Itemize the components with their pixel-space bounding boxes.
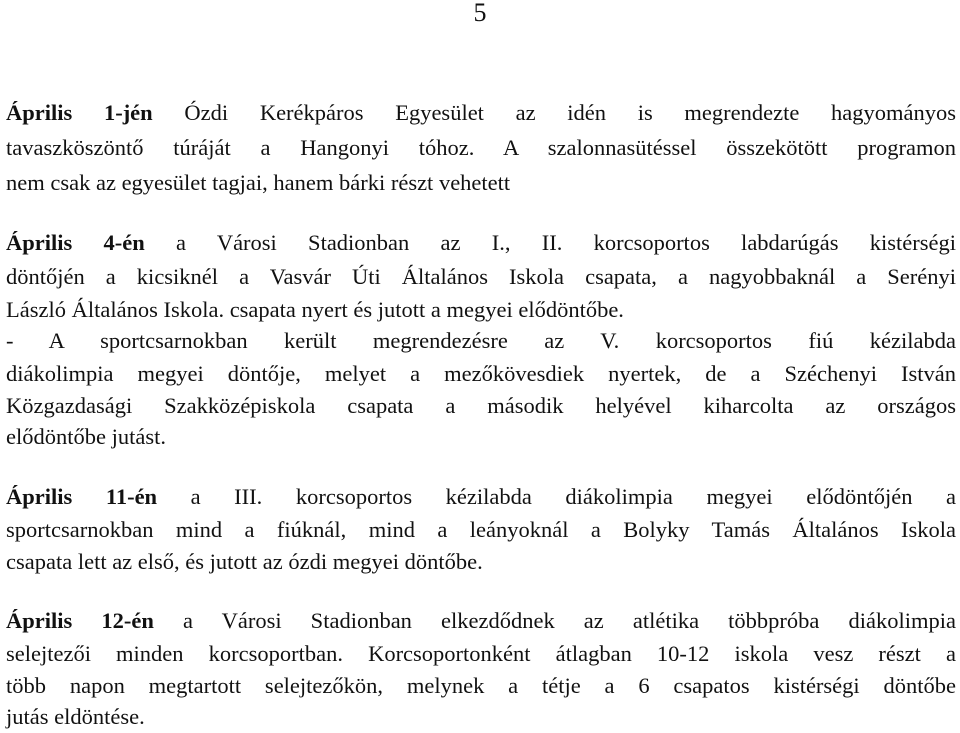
paragraph-2-line-6: Közgazdasági Szakközépiskola csapata a második helyével kiharcolta az országos bbox=[6, 393, 956, 418]
paragraph-1-text-1: Ózdi Kerékpáros Egyesület az idén is megrendezte hagyományos bbox=[184, 100, 957, 125]
paragraph-4-text-1: a Városi Stadionban elkezdődnek az atlétika többpróba diákolimpia bbox=[182, 608, 956, 633]
paragraph-2-line-5: diákolimpia megyei döntője, melyet a mezőkövesdiek nyertek, de a Széchenyi István bbox=[6, 361, 956, 386]
paragraph-2-line-3: László Általános Iskola. csapata nyert és jutott a megyei elődöntőbe. bbox=[6, 297, 624, 322]
paragraph-2-line-7: elődöntőbe jutást. bbox=[6, 424, 166, 449]
paragraph-2-date: Április 4-én bbox=[6, 230, 145, 255]
paragraph-1-line-1 bbox=[6, 98, 956, 128]
paragraph-4-line-4: jutás eldöntése. bbox=[6, 704, 145, 729]
page-number: 5 bbox=[473, 0, 487, 27]
paragraph-4-line-2: selejtezői minden korcsoportban. Korcsoportonként átlagban 10-12 iskola vesz részt a bbox=[6, 641, 956, 666]
paragraph-4-date: Április 12-én bbox=[6, 608, 154, 633]
paragraph-2-line-1 bbox=[6, 228, 956, 258]
paragraph-2-text-1: a Városi Stadionban az I., II. korcsoportos labdarúgás kistérségi bbox=[176, 230, 956, 255]
paragraph-1-date: Április 1-jén bbox=[6, 100, 153, 125]
paragraph-3-line-2: sportcsarnokban mind a fiúknál, mind a leányoknál a Bolyky Tamás Általános Iskola bbox=[6, 517, 956, 542]
paragraph-4-line-1 bbox=[6, 606, 956, 636]
paragraph-3-line-3: csapata lett az első, és jutott az ózdi megyei döntőbe. bbox=[6, 549, 483, 574]
paragraph-2-line-2: döntőjén a kicsiknél a Vasvár Úti Általános Iskola csapata, a nagyobbaknál a Serényi bbox=[6, 264, 956, 289]
paragraph-1-line-3: nem csak az egyesület tagjai, hanem bárki részt vehetett bbox=[6, 170, 511, 195]
paragraph-3-text-1: a III. korcsoportos kézilabda diákolimpia megyei elődöntőjén a bbox=[190, 484, 956, 509]
paragraph-3-line-1 bbox=[6, 482, 956, 512]
paragraph-1-line-2: tavaszköszöntő túráját a Hangonyi tóhoz. A szalonnasütéssel összekötött programon bbox=[6, 135, 956, 160]
paragraph-2-line-4: - A sportcsarnokban került megrendezésre az V. korcsoportos fiú kézilabda bbox=[6, 328, 956, 353]
paragraph-3-date: Április 11-én bbox=[6, 484, 158, 509]
paragraph-4-line-3: több napon megtartott selejtezőkön, melynek a tétje a 6 csapatos kistérségi döntőbe bbox=[6, 673, 956, 698]
